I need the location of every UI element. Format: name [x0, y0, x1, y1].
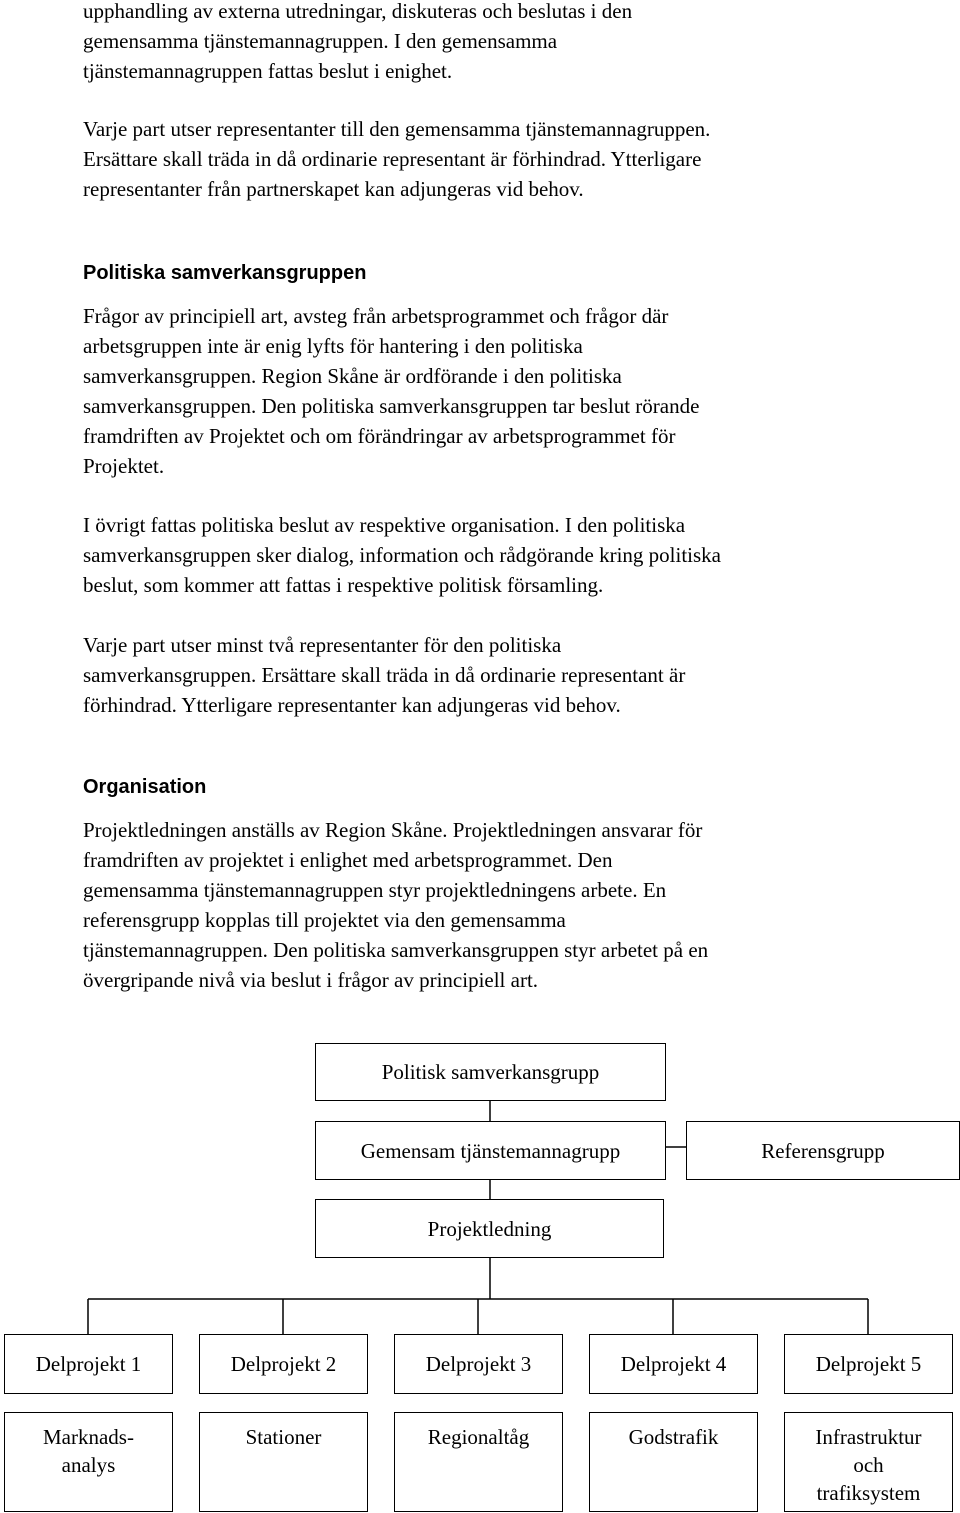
- paragraph-upphandling: upphandling av externa utredningar, diskuteras och beslutas i den gemensamma tjänstemannagruppen. I den gemensamma tjänstemannagruppen fattas beslut i enighet.: [83, 0, 633, 83]
- heading-organisation: Organisation: [83, 776, 207, 798]
- box-delprojekt-3: Delprojekt 3: [394, 1334, 563, 1394]
- box-stationer: Stationer: [199, 1412, 368, 1512]
- box-delprojekt-5: Delprojekt 5: [784, 1334, 953, 1394]
- box-godstrafik: Godstrafik: [589, 1412, 758, 1512]
- box-gemensam-tjanstemannagrupp: Gemensam tjänstemannagrupp: [315, 1121, 666, 1180]
- box-infrastruktur-och-trafiksystem: Infrastruktur och trafiksystem: [784, 1412, 953, 1512]
- paragraph-projektledningen: Projektledningen anställs av Region Skåne. Projektledningen ansvarar för framdriften av projektet i enlighet med arbetsprogrammet. Den gemensamma tjänstemannagruppen styr projektledningens arbete. En referensgrupp kopplas till projektet via den gemensamma tjänstemannagruppen. Den politiska samverkansgruppen styr arbetet på en övergripande nivå via beslut i frågor av principiell art.: [83, 818, 709, 992]
- box-projektledning: Projektledning: [315, 1199, 664, 1258]
- box-delprojekt-4: Delprojekt 4: [589, 1334, 758, 1394]
- box-delprojekt-2: Delprojekt 2: [199, 1334, 368, 1394]
- paragraph-principiell-art: Frågor av principiell art, avsteg från arbetsprogrammet och frågor där arbetsgruppen inte är enig lyfts för hantering i den politiska samverkansgruppen. Region Skåne är ordförande i den politiska samverkansgruppen. Den politiska samverkansgruppen tar beslut rörande framdriften av Projektet och om förändringar av arbetsprogrammet för Projektet.: [83, 304, 700, 478]
- paragraph-representanter: Varje part utser representanter till den gemensamma tjänstemannagruppen. Ersättare skall träda in då ordinarie representant är förhindrad. Ytterligare representanter från partnerskapet kan adjungeras vid behov.: [83, 117, 711, 201]
- box-regionaltag: Regionaltåg: [394, 1412, 563, 1512]
- heading-politiska-samverkansgruppen: Politiska samverkansgruppen: [83, 262, 367, 284]
- paragraph-minst-tva: Varje part utser minst två representanter för den politiska samverkansgruppen. Ersättare skall träda in då ordinarie representant är förhindrad. Ytterligare representanter kan adjungeras vid behov.: [83, 633, 686, 717]
- box-politisk-samverkansgrupp: Politisk samverkansgrupp: [315, 1043, 666, 1101]
- paragraph-politiska-beslut: I övrigt fattas politiska beslut av respektive organisation. I den politiska samverkansgruppen sker dialog, information och rådgörande kring politiska beslut, som kommer att fattas i respektive politisk församling.: [83, 513, 721, 597]
- box-marknadsanalys: Marknads- analys: [4, 1412, 173, 1512]
- box-referensgrupp: Referensgrupp: [686, 1121, 960, 1180]
- box-delprojekt-1: Delprojekt 1: [4, 1334, 173, 1394]
